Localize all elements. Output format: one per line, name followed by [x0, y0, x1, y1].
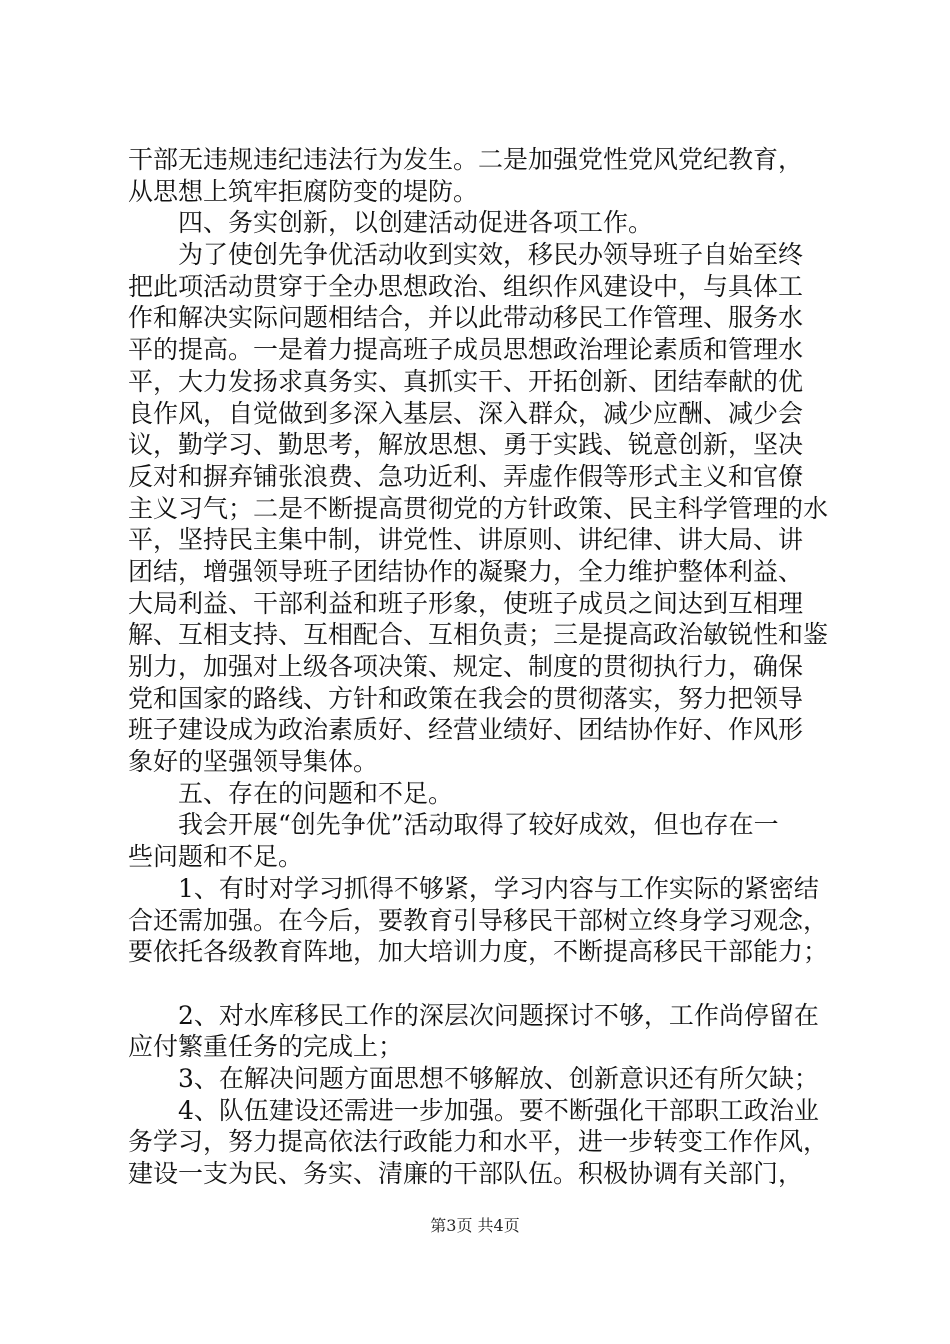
- text-line: 反对和摒弃铺张浪费、急功近利、弄虚作假等形式主义和官僚: [128, 461, 804, 491]
- text-line: 应付繁重任务的完成上；: [128, 1032, 404, 1062]
- document-body: [128, 144, 828, 1190]
- section-heading: 五、存在的问题和不足。: [178, 778, 454, 808]
- text-line: 建设一支为民、务实、清廉的干部队伍。积极协调有关部门，: [128, 1159, 804, 1188]
- text-line: 些问题和不足。: [128, 842, 304, 872]
- text-line: 务学习，努力提高依法行政能力和水平，进一步转变工作作风，: [128, 1127, 828, 1157]
- text-line: 我会开展“创先争优”活动取得了较好成效，但也存在一: [178, 810, 779, 840]
- text-line: 象好的坚强领导集体。: [128, 747, 379, 777]
- text-line: 党和国家的路线、方针和政策在我会的贯彻落实，努力把领导: [128, 683, 804, 713]
- page-number-footer: 第3页 共4页: [430, 1216, 520, 1235]
- text-line: 班子建设成为政治素质好、经营业绩好、团结协作好、作风形: [128, 715, 804, 745]
- text-line: 大局利益、干部利益和班子形象，使班子成员之间达到互相理: [128, 588, 804, 618]
- list-item: 1、有时对学习抓得不够紧，学习内容与工作实际的紧密结: [178, 873, 819, 903]
- text-line: 为了使创先争优活动收到实效，移民办领导班子自始至终: [178, 240, 804, 270]
- text-line: 把此项活动贯穿于全办思想政治、组织作风建设中，与具体工: [128, 271, 804, 301]
- text-line: 团结，增强领导班子团结协作的凝聚力，全力维护整体利益、: [128, 556, 804, 586]
- blank-line: [128, 968, 828, 1000]
- text-line: 作和解决实际问题相结合，并以此带动移民工作管理、服务水: [128, 303, 804, 333]
- text-line: 要依托各级教育阵地，加大培训力度，不断提高移民干部能力；: [128, 937, 828, 967]
- text-line: 平，坚持民主集中制，讲党性、讲原则、讲纪律、讲大局、讲: [128, 525, 804, 555]
- text-line: 从思想上筑牢拒腐防变的堤防。: [128, 176, 479, 206]
- text-line: 主义习气；二是不断提高贯彻党的方针政策、民主科学管理的水: [128, 493, 828, 523]
- text-line: 别力，加强对上级各项决策、规定、制度的贯彻执行力，确保: [128, 652, 804, 681]
- text-line: 合还需加强。在今后，要教育引导移民干部树立终身学习观念，: [128, 905, 828, 935]
- text-line: 干部无违规违纪违法行为发生。二是加强党性党风党纪教育，: [128, 145, 804, 174]
- list-item: 3、在解决问题方面思想不够解放、创新意识还有所欠缺；: [178, 1063, 819, 1093]
- list-item: 4、队伍建设还需进一步加强。要不断强化干部职工政治业: [178, 1095, 819, 1125]
- text-line: 平的提高。一是着力提高班子成员思想政治理论素质和管理水: [128, 335, 804, 365]
- text-line: 良作风，自觉做到多深入基层、深入群众，减少应酬、减少会: [128, 398, 804, 428]
- section-heading: 四、务实创新，以创建活动促进各项工作。: [178, 208, 654, 238]
- text-line: 平，大力发扬求真务实、真抓实干、开拓创新、团结奉献的优: [128, 366, 804, 396]
- list-item: 2、对水库移民工作的深层次问题探讨不够，工作尚停留在: [178, 1000, 819, 1030]
- text-line: 议，勤学习、勤思考，解放思想、勇于实践、锐意创新，坚决: [128, 430, 804, 460]
- text-line: 解、互相支持、互相配合、互相负责；三是提高政治敏锐性和鉴: [128, 620, 828, 650]
